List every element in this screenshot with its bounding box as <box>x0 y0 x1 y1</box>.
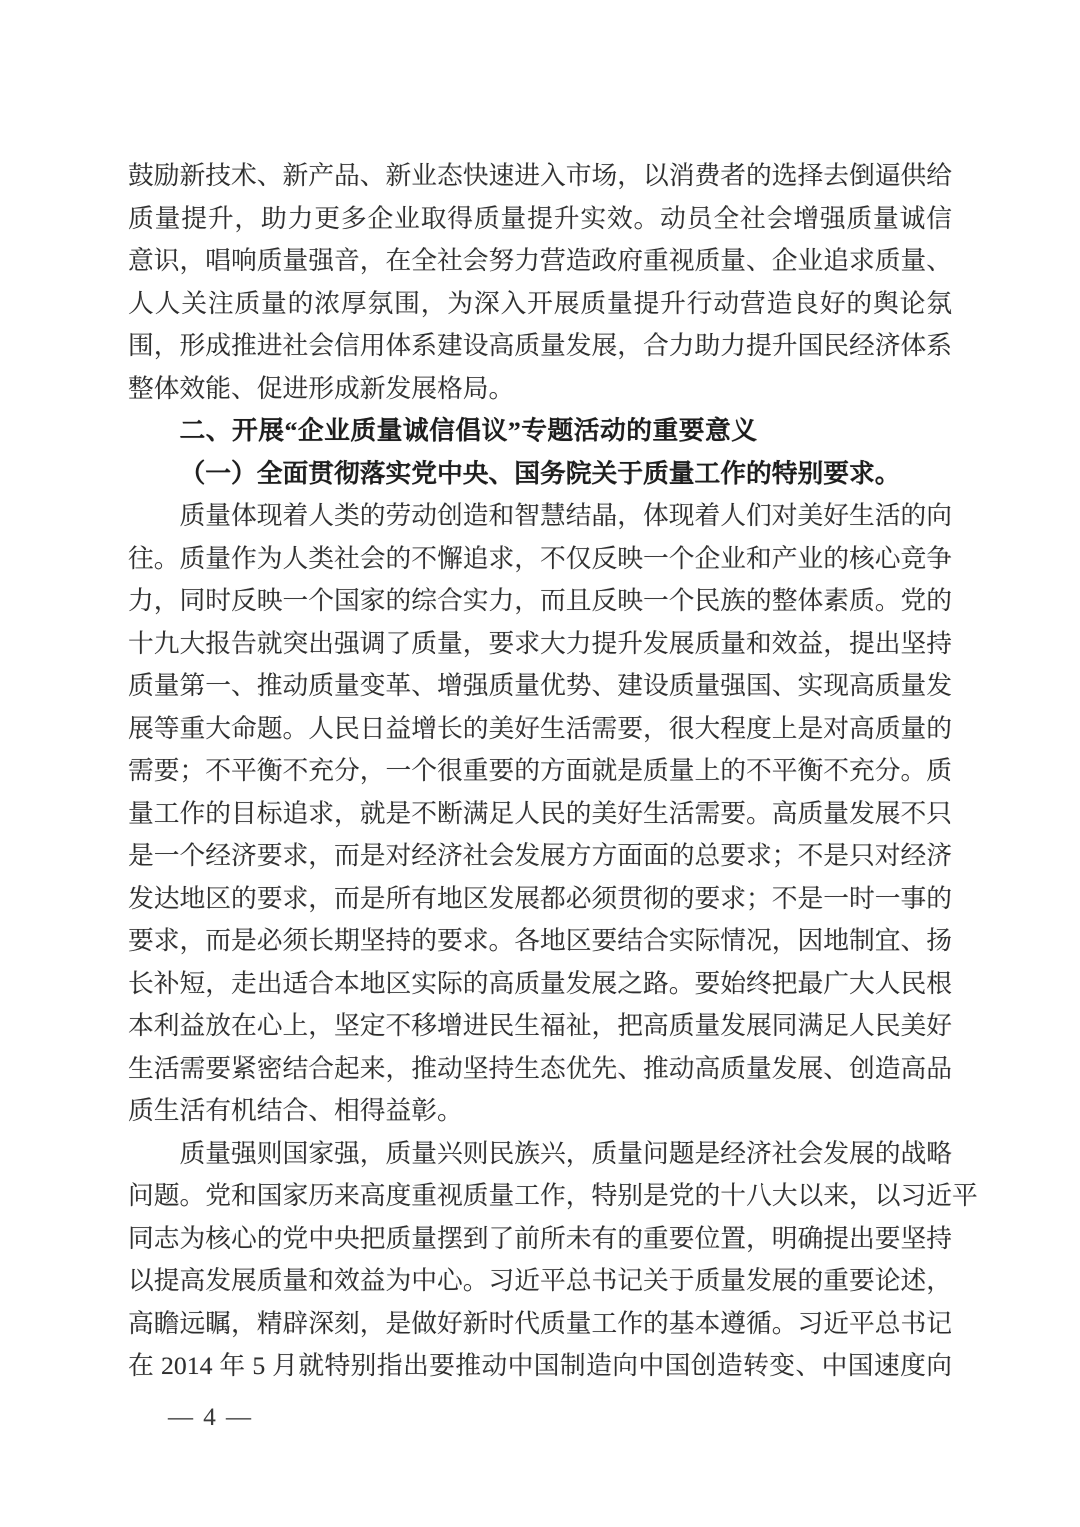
page-number: — 4 — <box>168 1404 253 1431</box>
text-line: 整体效能、促进形成新发展格局。 <box>128 373 515 403</box>
section-heading: 二、开展“企业质量诚信倡议”专题活动的重要意义 <box>179 416 758 445</box>
paragraph-continuation <box>128 155 952 410</box>
text-column <box>128 155 978 1388</box>
text-line: 是一个经济要求，而是对经济社会发展方方面面的总要求；不是只对经济 <box>128 841 952 870</box>
text-line: 高瞻远瞩，精辟深刻，是做好新时代质量工作的基本遵循。习近平总书记 <box>128 1308 952 1338</box>
text-line: 问题。党和国家历来高度重视质量工作，特别是党的十八大以来，以习近平 <box>128 1181 978 1210</box>
paragraph-quality-strategy <box>128 1133 978 1388</box>
text-line: 鼓励新技术、新产品、新业态快速进入市场，以消费者的选择去倒逼供给 <box>128 161 952 190</box>
text-line: 质量体现着人类的劳动创造和智慧结晶，体现着人们对美好生活的向 <box>179 501 952 530</box>
text-line: 意识，唱响质量强音，在全社会努力营造政府重视质量、企业追求质量、 <box>128 246 952 275</box>
text-line: 长补短，走出适合本地区实际的高质量发展之路。要始终把最广大人民根 <box>128 968 952 998</box>
text-line: 本利益放在心上，坚定不移增进民生福祉，把高质量发展同满足人民美好 <box>128 1011 952 1040</box>
text-line: 质量提升，助力更多企业取得质量提升实效。动员全社会增强质量诚信 <box>128 203 952 233</box>
text-line: 生活需要紧密结合起来，推动坚持生态优先、推动高质量发展、创造高品 <box>128 1053 952 1083</box>
text-line: 质量强则国家强，质量兴则民族兴，质量问题是经济社会发展的战略 <box>179 1138 952 1168</box>
text-line: 发达地区的要求，而是所有地区发展都必须贯彻的要求；不是一时一事的 <box>128 883 952 913</box>
subsection-heading: （一）全面贯彻落实党中央、国务院关于质量工作的特别要求。 <box>179 458 901 488</box>
text-line: 人人关注质量的浓厚氛围，为深入开展质量提升行动营造良好的舆论氛 <box>128 288 952 318</box>
paragraph-quality-importance <box>128 495 952 1133</box>
text-line: 要求，而是必须长期坚持的要求。各地区要结合实际情况，因地制宜、扬 <box>128 926 952 955</box>
text-line: 质生活有机结合、相得益彰。 <box>128 1096 463 1125</box>
text-line: 围，形成推进社会信用体系建设高质量发展，合力助力提升国民经济体系 <box>128 331 952 360</box>
text-line: 量工作的目标追求，就是不断满足人民的美好生活需要。高质量发展不只 <box>128 798 952 828</box>
text-line: 力，同时反映一个国家的综合实力，而且反映一个民族的整体素质。党的 <box>128 586 952 615</box>
text-line: 同志为核心的党中央把质量摆到了前所未有的重要位置，明确提出要坚持 <box>128 1223 952 1253</box>
text-line: 十九大报告就突出强调了质量，要求大力提升发展质量和效益，提出坚持 <box>128 628 952 658</box>
text-line: 需要；不平衡不充分，一个很重要的方面就是质量上的不平衡不充分。质 <box>128 756 952 785</box>
text-line: 在 2014 年 5 月就特别指出要推动中国制造向中国创造转变、中国速度向 <box>128 1351 952 1380</box>
text-line: 质量第一、推动质量变革、增强质量优势、建设质量强国、实现高质量发 <box>128 671 952 700</box>
text-line: 展等重大命题。人民日益增长的美好生活需要，很大程度上是对高质量的 <box>128 713 952 743</box>
text-line: 以提高发展质量和效益为中心。习近平总书记关于质量发展的重要论述， <box>128 1266 952 1295</box>
text-line: 往。质量作为人类社会的不懈追求，不仅反映一个企业和产业的核心竞争 <box>128 543 952 573</box>
